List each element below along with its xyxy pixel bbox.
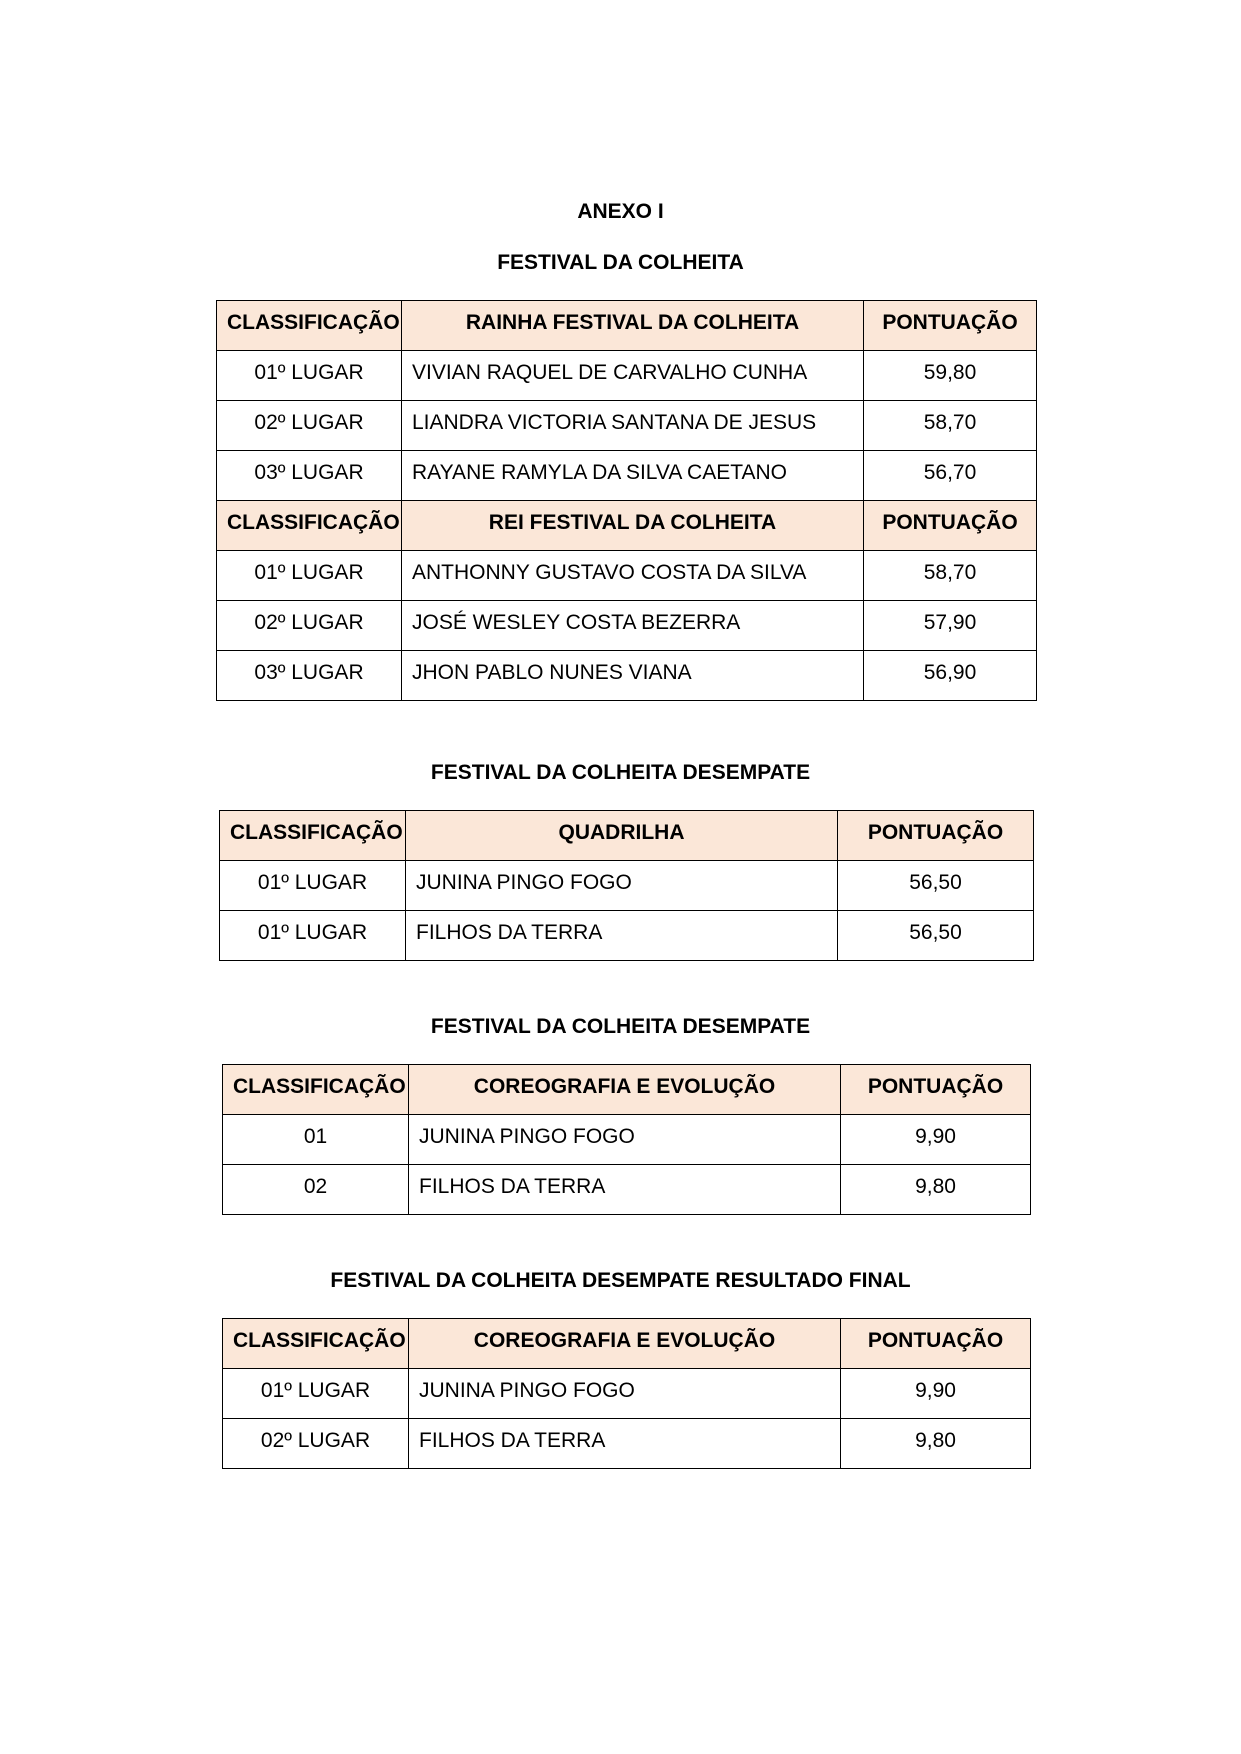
header-quadrilha: QUADRILHA xyxy=(406,811,838,861)
header-pontuacao: PONTUAÇÃO xyxy=(841,1319,1031,1369)
score-cell: 58,70 xyxy=(864,401,1037,451)
place-cell: 01º LUGAR xyxy=(220,861,406,911)
table-row xyxy=(220,911,1034,961)
name-cell: JUNINA PINGO FOGO xyxy=(409,1369,841,1419)
name-cell: LIANDRA VICTORIA SANTANA DE JESUS xyxy=(402,401,864,451)
header-pontuacao: PONTUAÇÃO xyxy=(864,301,1037,351)
table-row xyxy=(217,551,1037,601)
name-cell: JUNINA PINGO FOGO xyxy=(406,861,838,911)
score-cell: 9,80 xyxy=(841,1165,1031,1215)
place-cell: 02 xyxy=(223,1165,409,1215)
table-header-row xyxy=(220,811,1034,861)
results-table-rainha-rei xyxy=(216,300,1037,701)
score-cell: 9,90 xyxy=(841,1115,1031,1165)
name-cell: FILHOS DA TERRA xyxy=(406,911,838,961)
place-cell: 02º LUGAR xyxy=(217,401,402,451)
score-cell: 58,70 xyxy=(864,551,1037,601)
place-cell: 02º LUGAR xyxy=(223,1419,409,1469)
section-heading-desempate-quadrilha: FESTIVAL DA COLHEITA DESEMPATE xyxy=(430,761,811,784)
table-header-row xyxy=(217,501,1037,551)
name-cell: JUNINA PINGO FOGO xyxy=(409,1115,841,1165)
header-classificacao: CLASSIFICAÇÃO xyxy=(223,1319,409,1369)
place-cell: 02º LUGAR xyxy=(217,601,402,651)
name-cell: FILHOS DA TERRA xyxy=(409,1419,841,1469)
header-coreografia: COREOGRAFIA E EVOLUÇÃO xyxy=(409,1319,841,1369)
score-cell: 56,50 xyxy=(838,861,1034,911)
document-title: ANEXO I xyxy=(577,200,664,223)
header-rainha: RAINHA FESTIVAL DA COLHEITA xyxy=(402,301,864,351)
name-cell: FILHOS DA TERRA xyxy=(409,1165,841,1215)
score-cell: 9,80 xyxy=(841,1419,1031,1469)
place-cell: 03º LUGAR xyxy=(217,451,402,501)
table-row xyxy=(220,861,1034,911)
header-classificacao: CLASSIFICAÇÃO xyxy=(223,1065,409,1115)
header-classificacao: CLASSIFICAÇÃO xyxy=(217,301,402,351)
name-cell: VIVIAN RAQUEL DE CARVALHO CUNHA xyxy=(402,351,864,401)
score-cell: 59,80 xyxy=(864,351,1037,401)
section-heading-desempate-coreografia: FESTIVAL DA COLHEITA DESEMPATE xyxy=(430,1015,811,1038)
section-heading-festival: FESTIVAL DA COLHEITA xyxy=(497,251,744,274)
place-cell: 03º LUGAR xyxy=(217,651,402,701)
name-cell: JOSÉ WESLEY COSTA BEZERRA xyxy=(402,601,864,651)
table-row xyxy=(223,1419,1031,1469)
table-row xyxy=(217,601,1037,651)
table-header-row xyxy=(223,1065,1031,1115)
score-cell: 56,90 xyxy=(864,651,1037,701)
name-cell: RAYANE RAMYLA DA SILVA CAETANO xyxy=(402,451,864,501)
place-cell: 01º LUGAR xyxy=(223,1369,409,1419)
results-table-resultado-final xyxy=(222,1318,1031,1469)
table-row xyxy=(223,1165,1031,1215)
header-rei: REI FESTIVAL DA COLHEITA xyxy=(402,501,864,551)
score-cell: 56,50 xyxy=(838,911,1034,961)
results-table-coreografia xyxy=(222,1064,1031,1215)
place-cell: 01º LUGAR xyxy=(217,351,402,401)
section-heading-resultado-final: FESTIVAL DA COLHEITA DESEMPATE RESULTADO FINAL xyxy=(330,1269,911,1292)
table-row xyxy=(223,1115,1031,1165)
table-row xyxy=(217,451,1037,501)
table-row xyxy=(217,651,1037,701)
header-classificacao: CLASSIFICAÇÃO xyxy=(220,811,406,861)
header-pontuacao: PONTUAÇÃO xyxy=(841,1065,1031,1115)
table-row xyxy=(223,1369,1031,1419)
score-cell: 9,90 xyxy=(841,1369,1031,1419)
score-cell: 56,70 xyxy=(864,451,1037,501)
header-coreografia: COREOGRAFIA E EVOLUÇÃO xyxy=(409,1065,841,1115)
table-row xyxy=(217,401,1037,451)
table-row xyxy=(217,351,1037,401)
results-table-quadrilha xyxy=(219,810,1034,961)
name-cell: JHON PABLO NUNES VIANA xyxy=(402,651,864,701)
name-cell: ANTHONNY GUSTAVO COSTA DA SILVA xyxy=(402,551,864,601)
place-cell: 01º LUGAR xyxy=(217,551,402,601)
place-cell: 01º LUGAR xyxy=(220,911,406,961)
header-pontuacao: PONTUAÇÃO xyxy=(864,501,1037,551)
table-header-row xyxy=(217,301,1037,351)
table-header-row xyxy=(223,1319,1031,1369)
header-pontuacao: PONTUAÇÃO xyxy=(838,811,1034,861)
score-cell: 57,90 xyxy=(864,601,1037,651)
header-classificacao: CLASSIFICAÇÃO xyxy=(217,501,402,551)
place-cell: 01 xyxy=(223,1115,409,1165)
